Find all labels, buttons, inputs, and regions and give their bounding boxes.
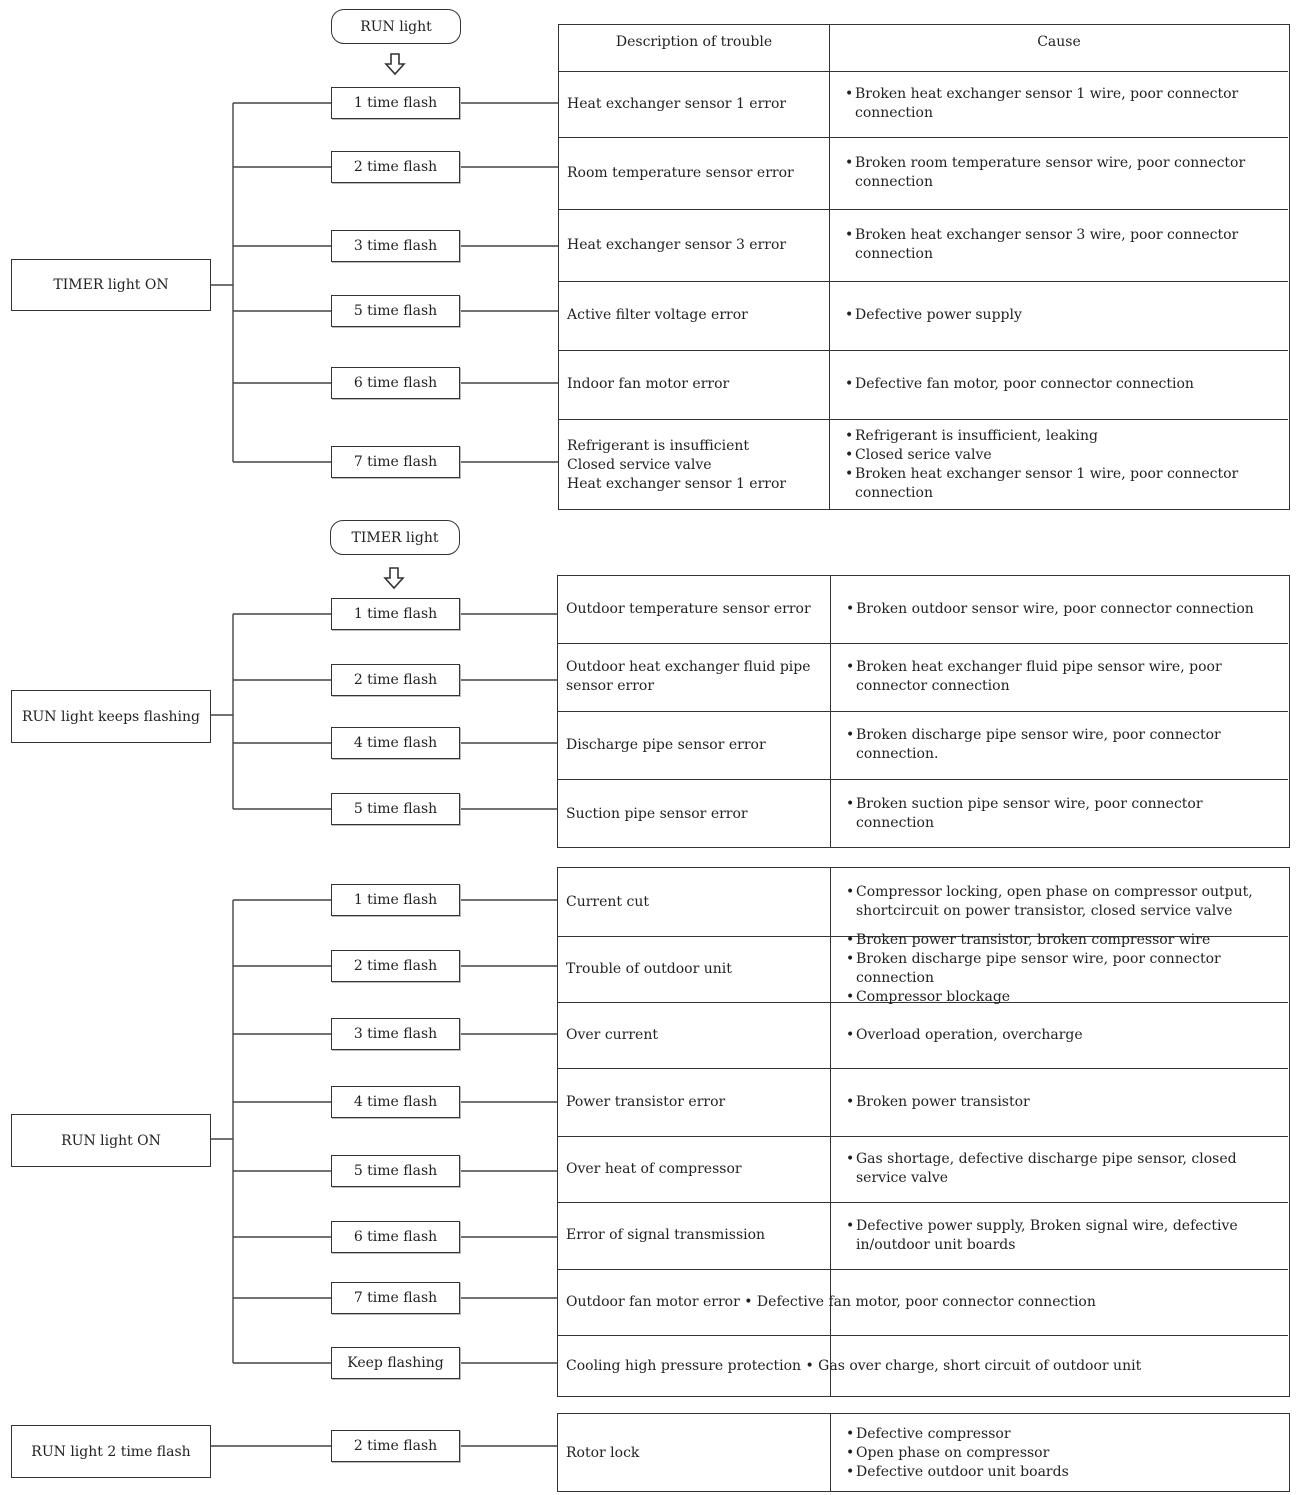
- run-light-header: RUN light: [331, 9, 461, 44]
- description-line: Outdoor temperature sensor error: [566, 601, 811, 617]
- trouble-cause: [830, 576, 1287, 643]
- description-line: Closed service valve: [567, 456, 712, 473]
- trouble-cause: [830, 1136, 1287, 1202]
- trouble-cause: [830, 711, 1287, 779]
- trouble-cause: [830, 1202, 1287, 1269]
- trouble-cause: [830, 868, 1287, 936]
- trouble-cause: [829, 71, 1287, 137]
- cause-bullet: • Broken heat exchanger sensor 1 wire, poor connector connection: [837, 465, 1279, 503]
- flash-count-box: 1 time flash: [331, 884, 460, 916]
- cause-bullet: • Closed serice valve: [837, 446, 1279, 465]
- cause-bullet: • Broken heat exchanger fluid pipe sensor wire, poor connector connection: [838, 658, 1279, 696]
- source-run-light-on: RUN light ON: [11, 1114, 211, 1167]
- flash-count-box: 2 time flash: [331, 1430, 460, 1462]
- cause-bullet: • Broken suction pipe sensor wire, poor connector connection: [838, 795, 1279, 833]
- trouble-cause: [830, 643, 1287, 711]
- cause-bullet: • Refrigerant is insufficient, leaking: [837, 427, 1279, 446]
- flash-count-box: 1 time flash: [331, 598, 460, 630]
- description-line: Heat exchanger sensor 1 error: [567, 475, 787, 492]
- cause-bullet: • Broken power transistor: [838, 1093, 1279, 1112]
- flash-count-box: 2 time flash: [331, 664, 460, 696]
- trouble-cause: [829, 419, 1287, 511]
- flash-count-box: 1 time flash: [331, 87, 460, 119]
- description-line: Rotor lock: [566, 1445, 640, 1461]
- trouble-cause: [829, 350, 1287, 419]
- description-line: Power transistor error: [566, 1093, 726, 1110]
- flash-count-box: 4 time flash: [331, 727, 460, 759]
- merged-trouble-row: Cooling high pressure protection • Gas over charge, short circuit of outdoor unit: [566, 1358, 1142, 1374]
- description-line: Indoor fan motor error: [567, 376, 730, 392]
- trouble-description: [558, 1136, 830, 1202]
- flash-count-box: 3 time flash: [331, 1018, 460, 1050]
- cause-bullet: • Defective power supply: [837, 306, 1279, 325]
- trouble-description: [558, 779, 830, 849]
- cause-bullet: • Compressor blockage: [838, 988, 1279, 1007]
- column-header-cause: Cause: [1037, 34, 1081, 50]
- flash-count-box: 7 time flash: [331, 1282, 460, 1314]
- trouble-description: [558, 936, 830, 1002]
- description-line: Outdoor heat exchanger fluid pipe sensor error: [566, 659, 811, 694]
- trouble-cause: [830, 779, 1287, 849]
- description-line: Refrigerant is insufficient: [567, 437, 750, 454]
- trouble-description: [558, 1414, 830, 1493]
- description-line: Suction pipe sensor error: [566, 805, 748, 822]
- column-header-description: Description of trouble: [615, 34, 773, 50]
- down-arrow-icon: [382, 566, 406, 590]
- description-line: Current cut: [566, 893, 649, 910]
- cause-bullet: • Defective outdoor unit boards: [838, 1463, 1279, 1482]
- trouble-description: [559, 350, 829, 419]
- cause-bullet: • Broken outdoor sensor wire, poor connector connection: [838, 600, 1279, 619]
- merged-trouble-row: Outdoor fan motor error • Defective fan motor, poor connector connection: [566, 1293, 1096, 1310]
- trouble-description: [559, 281, 829, 350]
- description-line: Heat exchanger sensor 1 error: [567, 95, 787, 112]
- cause-bullet: • Defective fan motor, poor connector connection: [837, 375, 1279, 394]
- flash-count-box: 4 time flash: [331, 1086, 460, 1118]
- down-arrow-icon: [383, 52, 407, 76]
- cause-bullet: • Gas shortage, defective discharge pipe sensor, closed service valve: [838, 1150, 1279, 1188]
- flash-count-box: 7 time flash: [331, 446, 460, 478]
- description-line: Trouble of outdoor unit: [566, 960, 732, 977]
- description-line: Over heat of compressor: [566, 1160, 742, 1177]
- trouble-cause: [830, 1002, 1287, 1068]
- trouble-description: [558, 1002, 830, 1068]
- trouble-description: [558, 576, 830, 643]
- flash-count-box: 6 time flash: [331, 1221, 460, 1253]
- trouble-description: [559, 419, 829, 511]
- trouble-cause: [829, 281, 1287, 350]
- trouble-description: [558, 1068, 830, 1136]
- flash-count-box: 2 time flash: [331, 151, 460, 183]
- trouble-table-1: [558, 24, 1290, 510]
- cause-bullet: • Broken room temperature sensor wire, poor connector connection: [837, 154, 1279, 192]
- cause-bullet: • Open phase on compressor: [838, 1444, 1279, 1463]
- trouble-description: [558, 711, 830, 779]
- trouble-description: [559, 137, 829, 209]
- flash-count-box: 5 time flash: [331, 793, 460, 825]
- cause-bullet: • Compressor locking, open phase on compressor output, shortcircuit on power transistor, closed service valve: [838, 883, 1279, 921]
- cause-bullet: • Overload operation, overcharge: [838, 1026, 1279, 1045]
- cause-bullet: • Defective power supply, Broken signal wire, defective in/outdoor unit boards: [838, 1217, 1279, 1255]
- cause-bullet: • Broken discharge pipe sensor wire, poor connector connection: [838, 950, 1279, 988]
- description-line: Over current: [566, 1026, 658, 1043]
- source-run-light-2-time-flash: RUN light 2 time flash: [11, 1425, 211, 1478]
- flash-count-box: 5 time flash: [331, 295, 460, 327]
- trouble-table-3: [557, 867, 1290, 1397]
- trouble-cause: [829, 209, 1287, 281]
- trouble-cause: [830, 932, 1287, 1005]
- flash-count-box: Keep flashing: [331, 1347, 460, 1379]
- trouble-description: [558, 1202, 830, 1269]
- cause-bullet: • Broken heat exchanger sensor 3 wire, poor connector connection: [837, 226, 1279, 264]
- description-line: Active filter voltage error: [567, 307, 748, 323]
- flash-count-box: 6 time flash: [331, 367, 460, 399]
- trouble-cause: [829, 137, 1287, 209]
- cause-bullet: • Broken heat exchanger sensor 1 wire, poor connector connection: [837, 85, 1279, 123]
- trouble-description: [558, 868, 830, 936]
- source-run-light-keeps-flashing: RUN light keeps flashing: [11, 690, 211, 743]
- trouble-description: [558, 643, 830, 711]
- trouble-cause: [830, 1068, 1287, 1136]
- description-line: Room temperature sensor error: [567, 164, 794, 181]
- cause-bullet: • Broken power transistor, broken compressor wire: [838, 931, 1279, 950]
- trouble-description: [559, 71, 829, 137]
- flash-count-box: 5 time flash: [331, 1155, 460, 1187]
- source-timer-light-on: TIMER light ON: [11, 259, 211, 311]
- trouble-table-2: [557, 575, 1290, 848]
- flash-count-box: 2 time flash: [331, 950, 460, 982]
- flash-count-box: 3 time flash: [331, 230, 460, 262]
- description-line: Heat exchanger sensor 3 error: [567, 236, 787, 253]
- timer-light-header: TIMER light: [330, 520, 460, 555]
- trouble-description: [559, 209, 829, 281]
- cause-bullet: • Defective compressor: [838, 1425, 1279, 1444]
- description-line: Discharge pipe sensor error: [566, 736, 766, 753]
- trouble-table-4: [557, 1413, 1290, 1492]
- description-line: Error of signal transmission: [566, 1227, 766, 1243]
- cause-bullet: • Broken discharge pipe sensor wire, poor connector connection.: [838, 726, 1279, 764]
- trouble-cause: [830, 1414, 1287, 1493]
